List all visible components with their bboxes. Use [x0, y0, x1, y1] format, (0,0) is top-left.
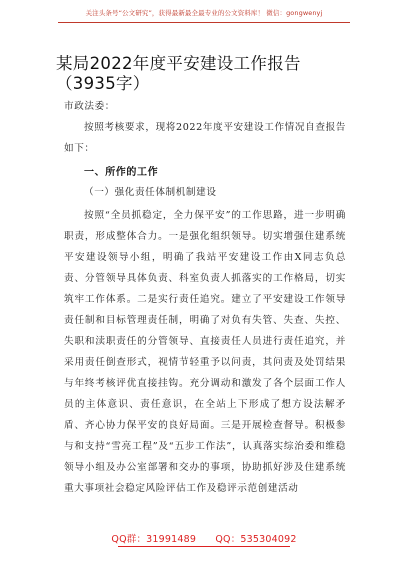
footer-qq-group: QQ群：31991489 — [111, 534, 197, 545]
subsection-heading: （一）强化责任体制机制建设 — [84, 187, 217, 198]
salutation: 市政法委： — [64, 101, 115, 112]
body-paragraph: 按照“全员抓稳定，全力保平安”的工作思路，进一步明确职责，形成整体合力。一是强化组织领导。切实增强住建系统平安建设领导小组，明确了我站平安建设工作由X同志负总责、分管领导具体负责、科室负责人抓落实的工作格局，切实筑牢工作体系。二是实行责任追究。建立了平安建设工作领导责任制和目标管理责任制，明确了对负有失管、失查、失控、失职和渎职责任的分管领导、直接责任人员进行责任追究，并采用责任倒查形式，视情节轻重予以问责，其问责及处罚结果与年终考核评优直接挂钩。充分调动和激发了各个层面工作人员的主体意识、责任意识，在全站上下形成了想方设法解矛盾、齐心协力保平安的良好局面。三是开展检查督导。积极参与和支持“雪亮工程”及“五步工作法”，认真落实综治委和维稳领导小组及办公室部署和交办的事项，协助抓好涉及住建系统重大事项社会稳定风险评估工作及稳评示范创建活动 — [64, 210, 346, 494]
header-banner: 关注头条号“公文研究”，获得最新最全最专业的公文资料库！ 微信：gongwenyj — [85, 9, 323, 17]
intro-paragraph: 按照考核要求，现将2022年度平安建设工作情况自查报告如下： — [64, 122, 346, 154]
footer-contact — [0, 531, 408, 545]
section-heading: 一、所作的工作 — [84, 167, 159, 178]
header-divider — [58, 22, 350, 23]
document-title: 某局2022年度平安建设工作报告（3935字） — [56, 54, 301, 93]
footer-divider — [118, 546, 290, 547]
footer-qq: QQ：535304092 — [215, 534, 297, 545]
